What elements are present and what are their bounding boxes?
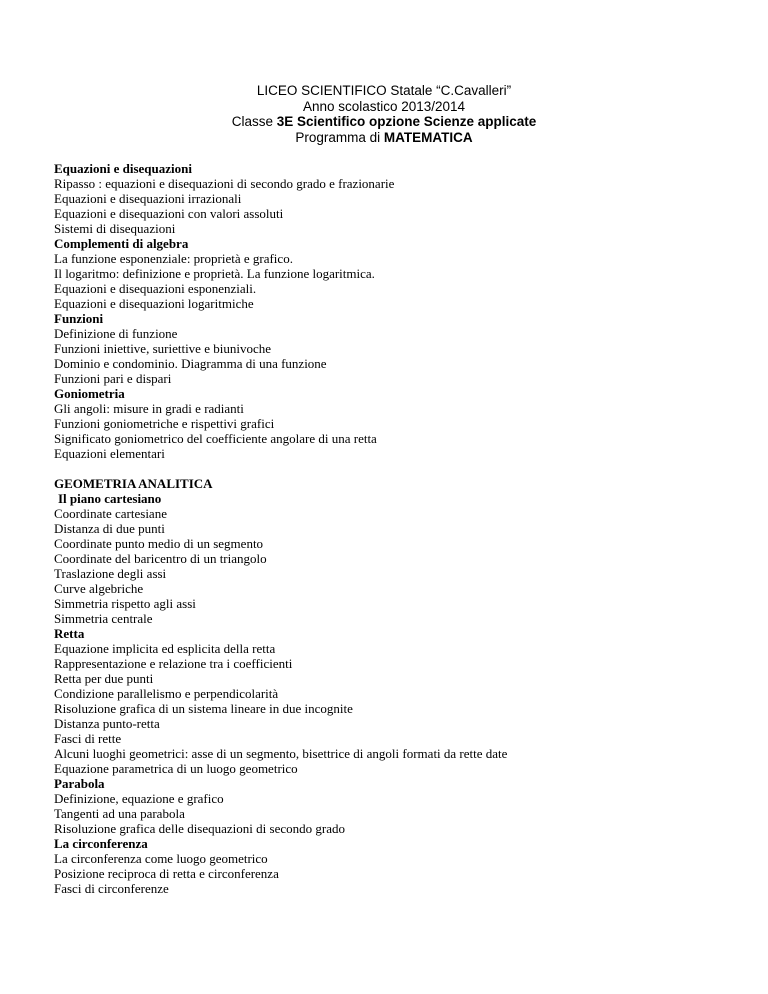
list-item: Fasci di circonferenze xyxy=(54,881,169,896)
section-title-goniometria: Goniometria xyxy=(54,386,125,401)
list-item: Coordinate punto medio di un segmento xyxy=(54,536,264,551)
list-item: Coordinate del baricentro di un triangolo xyxy=(54,551,267,566)
program-line xyxy=(0,130,768,146)
list-item: Distanza di due punti xyxy=(54,521,165,536)
list-item: Definizione di funzione xyxy=(54,326,178,341)
list-item: Gli angoli: misure in gradi e radianti xyxy=(54,401,244,416)
list-item: Equazioni elementari xyxy=(54,446,165,461)
section-title-retta: Retta xyxy=(54,626,85,641)
list-item: Ripasso : equazioni e disequazioni di secondo grado e frazionarie xyxy=(54,176,395,191)
document-header xyxy=(0,83,768,145)
list-item: Posizione reciproca di retta e circonferenza xyxy=(54,866,279,881)
list-item: La funzione esponenziale: proprietà e grafico. xyxy=(54,251,293,266)
list-item: Risoluzione grafica delle disequazioni di secondo grado xyxy=(54,821,345,836)
list-item: Significato goniometrico del coefficiente angolare di una retta xyxy=(54,431,377,446)
list-item: Simmetria centrale xyxy=(54,611,153,626)
section-title-circonferenza: La circonferenza xyxy=(54,836,148,851)
section-title-complementi: Complementi di algebra xyxy=(54,236,189,251)
school-year: Anno scolastico 2013/2014 xyxy=(302,98,466,114)
class-line xyxy=(0,114,768,130)
list-item: Retta per due punti xyxy=(54,671,154,686)
class-name: 3E Scientifico opzione Scienze applicate xyxy=(276,114,537,130)
list-item: Dominio e condominio. Diagramma di una funzione xyxy=(54,356,327,371)
section-title-funzioni: Funzioni xyxy=(54,311,104,326)
list-item: Fasci di rette xyxy=(54,731,122,746)
section-title-equazioni: Equazioni e disequazioni xyxy=(54,161,192,176)
list-item: Funzioni goniometriche e rispettivi grafici xyxy=(54,416,275,431)
list-item: Curve algebriche xyxy=(54,581,144,596)
list-item: Traslazione degli assi xyxy=(54,566,167,581)
program-subject: MATEMATICA xyxy=(383,129,473,145)
list-item: Equazioni e disequazioni esponenziali. xyxy=(54,281,257,296)
list-item: Equazione implicita ed esplicita della retta xyxy=(54,641,276,656)
list-item: Risoluzione grafica di un sistema lineare in due incognite xyxy=(54,701,353,716)
list-item: La circonferenza come luogo geometrico xyxy=(54,851,268,866)
section-title-piano: Il piano cartesiano xyxy=(58,491,162,506)
list-item: Distanza punto-retta xyxy=(54,716,160,731)
spacer xyxy=(54,461,754,476)
list-item: Equazione parametrica di un luogo geometrico xyxy=(54,761,298,776)
list-item: Rappresentazione e relazione tra i coefficienti xyxy=(54,656,293,671)
section-title-geometria: GEOMETRIA ANALITICA xyxy=(54,476,213,491)
list-item: Definizione, equazione e grafico xyxy=(54,791,224,806)
section-title-parabola: Parabola xyxy=(54,776,105,791)
list-item: Coordinate cartesiane xyxy=(54,506,167,521)
list-item: Equazioni e disequazioni logaritmiche xyxy=(54,296,254,311)
list-item: Funzioni iniettive, suriettive e biunivoche xyxy=(54,341,271,356)
school-name: LICEO SCIENTIFICO Statale “C.Cavalleri” xyxy=(256,83,512,98)
program-prefix: Programma di xyxy=(295,129,384,145)
list-item: Sistemi di disequazioni xyxy=(54,221,176,236)
class-prefix: Classe xyxy=(231,114,277,130)
list-item: Equazioni e disequazioni con valori assoluti xyxy=(54,206,284,221)
program-content xyxy=(54,161,754,896)
list-item: Condizione parallelismo e perpendicolarità xyxy=(54,686,279,701)
list-item: Simmetria rispetto agli assi xyxy=(54,596,196,611)
list-item: Tangenti ad una parabola xyxy=(54,806,185,821)
list-item: Funzioni pari e dispari xyxy=(54,371,172,386)
list-item: Alcuni luoghi geometrici: asse di un segmento, bisettrice di angoli formati da rette date xyxy=(54,746,508,761)
list-item: Il logaritmo: definizione e proprietà. La funzione logaritmica. xyxy=(54,266,375,281)
list-item: Equazioni e disequazioni irrazionali xyxy=(54,191,242,206)
